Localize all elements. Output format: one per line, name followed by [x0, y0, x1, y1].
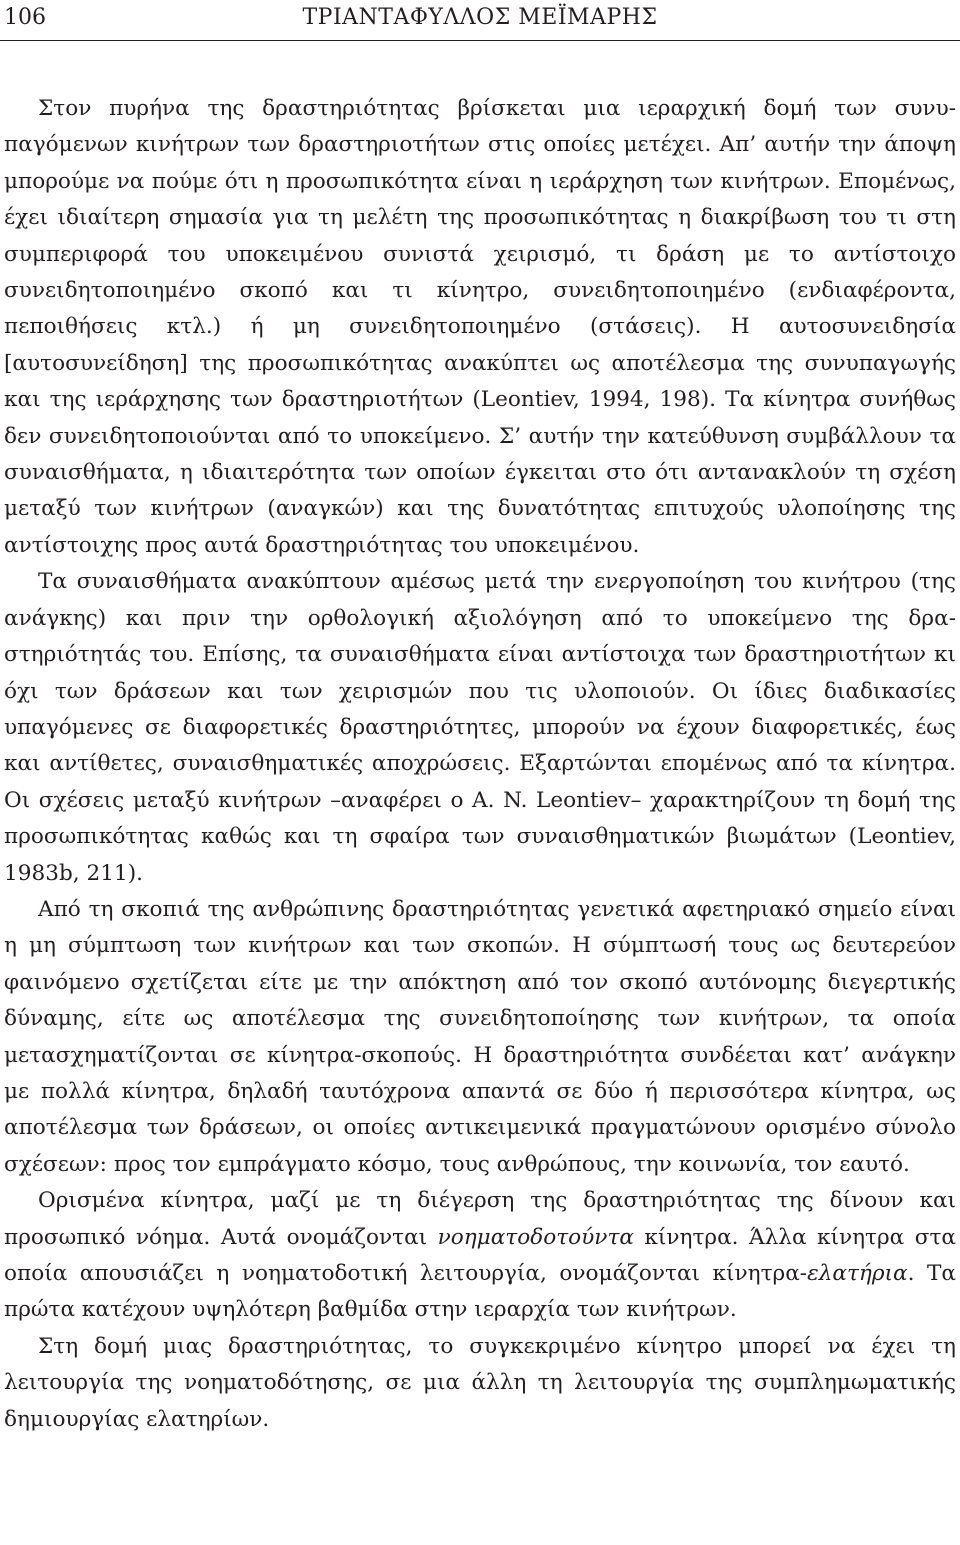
italic-term: νοηματοδοτούντα: [437, 1224, 634, 1250]
italic-term: ελατήρια: [807, 1261, 908, 1286]
running-title: ΤΡΙΑΝΤΑΦΥΛΛΟΣ ΜΕΪΜΑΡΗΣ: [302, 5, 658, 30]
paragraph: Στη δομή μιας δραστηριότητας, το συγκεκριμένο κίνητρο μπορεί να έχει τη λειτουργία της νοηματοδότησης, σε μια άλλη τη λειτουργία της συμπλημωματικής δημιουργίας ελατηρίων.: [4, 1333, 956, 1432]
page-number: 106: [4, 5, 46, 30]
header-rule: [0, 40, 960, 41]
running-head: [4, 2, 956, 34]
paragraph: Τα συναισθήματα ανακύπτουν αμέσως μετά την ενεργοποίηση του κινήτρου (της ανάγκης) και πριν την ορθολογική αξιολόγηση από το υποκείμενο της δραστηριότητάς του. Επίσης, τα συναισθήματα είναι αντίστοιχα των δραστηριοτήτων κι όχι των δράσεων και των χειρισμών που τις υλοποιούν. Οι ίδιες διαδικασίες υπαγόμενες σε διαφορετικές δραστηριότητες, μπορούν να έχουν διαφορετικές, έως και αντίθετες, συναισθηματικές αποχρώσεις. Εξαρτώνται επομένως από τα κίνητρα. Οι σχέσεις μεταξύ κινήτρων –αναφέρει ο A. N. Leontiev– χαρακτηρίζουν τη δομή της προσωπικότητας καθώς και τη σφαίρα των συναισθηματικών βιωμάτων (Leontiev, 1983b, 211).: [4, 569, 956, 886]
paragraph-text: κίνητρα. Άλλα κίνητρα στα οποία απουσιάζει η νοηματοδοτική λειτουργία, ονομάζονται κίνητρα-: [4, 1224, 956, 1286]
paragraph: [4, 1183, 956, 1329]
paragraph: Στον πυρήνα της δραστηριότητας βρίσκεται μια ιεραρχική δομή των συνυπαγόμενων κινήτρων των δραστηριοτήτων στις οποίες μετέχει. Απ’ αυτήν την άποψη μπορούμε να πούμε ότι η προσωπικότητα είναι η ιεράρχηση των κινήτρων. Επομένως, έχει ιδιαίτερη σημασία για τη μελέτη της προσωπικότητας η διακρίβωση του τι στη συμπεριφορά του υποκειμένου συνιστά χειρισμό, τι δράση με το αντίστοιχο συνειδητοποιημένο σκοπό και τι κίνητρο, συνειδητοποιημένο (ενδιαφέροντα, πεποιθήσεις κτλ.) ή μη συνειδητοποιημένο (στάσεις). Η αυτοσυνειδησία [αυτοσυνείδηση] της προσωπικότητας ανακύπτει ως αποτέλεσμα της συνυπαγωγής και της ιεράρχησης των δραστηριοτήτων (Leontiev, 1994, 198). Τα κίνητρα συνήθως δεν συνειδητοποιούνται από το υποκείμενο. Σ’ αυτήν την κατεύθυνση συμβάλλουν τα συναισθήματα, η ιδιαιτερότητα των οποίων έγκειται στο ότι αντανακλούν τη σχέση μεταξύ των κινήτρων (αναγκών) και της δυνατότητας επιτυχούς υλοποίησης της αντίστοιχης προς αυτά δραστηριότητας του υποκειμένου.: [4, 96, 956, 558]
paragraph-text: . Τα πρώτα κατέχουν υψηλότερη βαθμίδα στην ιεραρχία των κινήτρων.: [4, 1261, 957, 1323]
paragraph: Από τη σκοπιά της ανθρώπινης δραστηριότητας γενετικά αφετηριακό σημείο είναι η μη σύμπτωση των κινήτρων και των σκοπών. Η σύμπτωσή τους ως δευτερεύον φαινόμενο σχετίζεται είτε με την απόκτηση από τον σκοπό αυτόνομης διεγερτικής δύναμης, είτε ως αποτέλεσμα της συνειδητοποίησης των κινήτρων, τα οποία μετασχηματίζονται σε κίνητρα-σκοπούς. Η δραστηριότητα συνδέεται κατ’ ανάγκην με πολλά κίνητρα, δηλαδή ταυτόχρονα απαντά σε δύο ή περισσότερα κίνητρα, ως αποτέλεσμα των δράσεων, οι οποίες αντικειμενικά πραγματώνουν ορισμένο σύνολο σχέσεων: προς τον εμπράγματο κόσμο, τους ανθρώπους, την κοινωνία, τον εαυτό.: [4, 896, 956, 1177]
body-text: [4, 91, 956, 1438]
paragraph-text: Ορισμένα κίνητρα, μαζί με τη διέγερση της δραστηριότητας της δίνουν και προσωπικό νόημα. Αυτά ονομάζονται: [4, 1188, 956, 1250]
